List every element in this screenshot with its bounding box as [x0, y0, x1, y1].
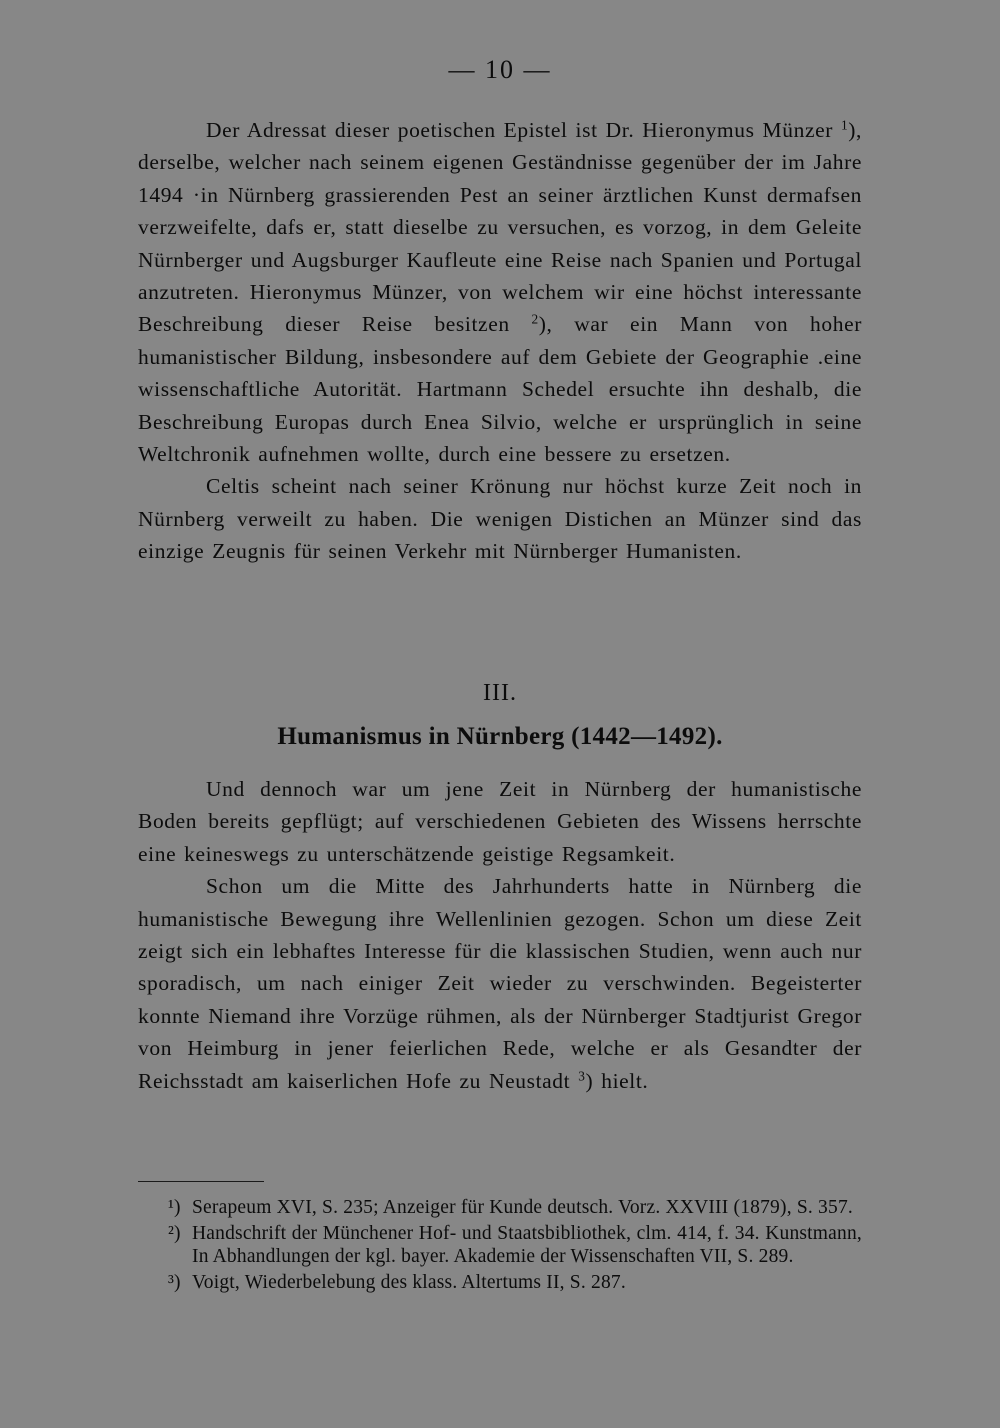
text-run: ) hielt. — [585, 1068, 649, 1093]
section-text-block — [138, 773, 862, 1097]
footnote-reference: 1 — [840, 117, 849, 133]
section-number: III. — [483, 680, 517, 706]
intro-text-block — [138, 114, 862, 568]
footnote-marker: ³) — [168, 1271, 181, 1293]
text-run: ), derselbe, welcher nach seinem eigenen Geständnisse gegenüber der im Jahre 1494 ·in Nürnberg grassierenden Pest an seiner ärztlichen Kunst dermafsen verzweifelte, dafs er, statt dieselbe zu versuchen, es vorzog, in dem Geleite Nürnberger und Augsburger Kaufleute eine Reise nach Spanien und Portugal anzutreten. Hieronymus Münzer, von welchem wir eine höchst interessante Beschreibung dieser Reise besitzen — [138, 118, 862, 337]
footnote-marker: ²) — [168, 1222, 181, 1244]
footnote-marker: ¹) — [168, 1197, 181, 1218]
text-run: ), war ein Mann von hoher humanistischer Bildung, insbesondere auf dem Gebiete der Geographie .eine wissenschaftliche Autorität. Hartmann Schedel ersuchte ihn deshalb, die Beschreibung Europas durch Enea Silvio, welche er ursprünglich in seine Weltchronik aufnehmen wollte, durch eine bessere zu ersetzen. — [138, 312, 862, 467]
footnote-3 — [138, 1271, 862, 1295]
text-run: Schon um die Mitte des Jahrhunderts hatte in Nürnberg die humanistische Bewegung ihre Wellenlinien gezogen. Schon um diese Zeit zeigt sich ein lebhaftes Interesse für die klassischen Studien, wenn auch nur sporadisch, um nach einiger Zeit wieder zu verschwinden. Begeisterter konnte Niemand ihre Vorzüge rühmen, als der Nürnberger Stadtjurist Gregor von Heimburg in jener feierlichen Rede, welche er als Gesandter der Reichsstadt am kaiserlichen Hofe zu Neustadt — [138, 874, 862, 1093]
text-run: Celtis scheint nach seiner Krönung nur höchst kurze Zeit noch in Nürnberg verweilt zu haben. Die wenigen Distichen an Münzer sind das einzige Zeugnis für seinen Verkehr mit Nürnberger Humanisten. — [138, 474, 862, 564]
footnote-reference: 2 — [531, 312, 539, 328]
footnotes — [138, 1196, 862, 1296]
paragraph — [138, 470, 862, 567]
paragraph — [138, 870, 862, 1097]
text-run: Und dennoch war um jene Zeit in Nürnberg der humanistische Boden bereits gepflügt; auf verschiedenen Gebieten des Wissens herrschte eine keineswegs zu unterschätzende geistige Regsamkeit. — [138, 777, 862, 866]
footnote-2 — [138, 1222, 862, 1269]
footnote-text: Handschrift der Münchener Hof- und Staatsbibliothek, clm. 414, f. 34. Kunstmann, In Abhandlungen der kgl. bayer. Akademie der Wissenschaften VII, S. 289. — [192, 1222, 862, 1267]
text-run: Der Adressat dieser poetischen Epistel ist Dr. Hieronymus Münzer — [206, 118, 841, 142]
paragraph — [138, 114, 862, 470]
footnote-reference: 3 — [578, 1068, 586, 1084]
footnote-separator — [138, 1181, 264, 1182]
section-heading: Humanismus in Nürnberg (1442—1492). — [277, 723, 723, 750]
footnote-1 — [138, 1196, 862, 1220]
footnote-text: Voigt, Wiederbelebung des klass. Altertums II, S. 287. — [192, 1271, 626, 1293]
page-number: — 10 — — [448, 55, 552, 84]
footnote-text: Serapeum XVI, S. 235; Anzeiger für Kunde deutsch. Vorz. XXVIII (1879), S. 357. — [192, 1197, 853, 1218]
paragraph — [138, 773, 862, 870]
